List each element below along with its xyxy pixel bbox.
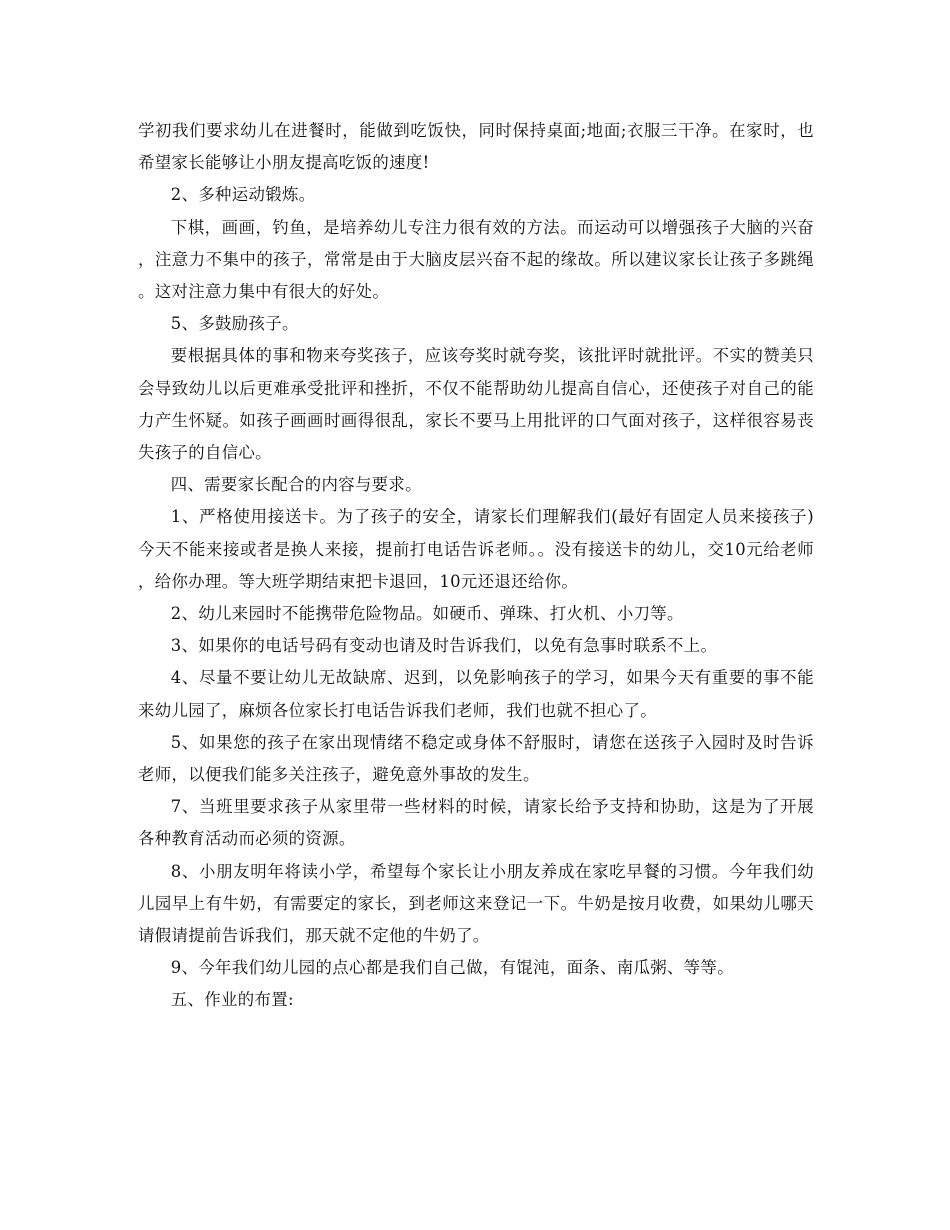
paragraph-11: 5、如果您的孩子在家出现情绪不稳定或身体不舒服时，请您在送孩子入园时及时告诉老师，以便我们能多关注孩子，避免意外事故的发生。 (138, 732, 814, 785)
paragraph-7: 1、严格使用接送卡。为了孩子的安全，请家长们理解我们(最好有固定人员来接孩子)今天不能来接或者是换人来接，提前打电话告诉老师。。没有接送卡的幼儿，交10元给老师，给你办理。等大班学期结束把卡退回，10元还退还给你。 (138, 507, 814, 591)
paragraph-4: 5、多鼓励孩子。 (170, 314, 299, 334)
document-body (138, 115, 814, 1017)
paragraph-3: 下棋，画画，钓鱼，是培养幼儿专注力很有效的方法。而运动可以增强孩子大脑的兴奋，注意力不集中的孩子，常常是由于大脑皮层兴奋不起的缘故。所以建议家长让孩子多跳绳。这对注意力集中有很大的好处。 (138, 217, 814, 302)
paragraph-14: 9、今年我们幼儿园的点心都是我们自己做，有馄沌，面条、南瓜粥、等等。 (170, 958, 735, 978)
section-heading-5: 五、作业的布置: (170, 990, 294, 1010)
paragraph-1: 学初我们要求幼儿在进餐时，能做到吃饭快，同时保持桌面;地面;衣服三干净。在家时，也希望家长能够让小朋友提高吃饭的速度! (138, 121, 814, 173)
paragraph-9: 3、如果你的电话号码有变动也请及时告诉我们，以免有急事时联系不上。 (170, 636, 718, 656)
paragraph-2: 2、多种运动锻炼。 (170, 185, 316, 205)
paragraph-10: 4、尽量不要让幼儿无故缺席、迟到，以免影响孩子的学习，如果今天有重要的事不能来幼儿园了，麻烦各位家长打电话告诉我们老师，我们也就不担心了。 (138, 668, 814, 720)
paragraph-8: 2、幼儿来园时不能携带危险物品。如硬币、弹珠、打火机、小刀等。 (170, 604, 684, 624)
paragraph-13: 8、小朋友明年将读小学，希望每个家长让小朋友养成在家吃早餐的习惯。今年我们幼儿园早上有牛奶，有需要定的家长，到老师这来登记一下。牛奶是按月收费，如果幼儿哪天请假请提前告诉我们，那天就不定他的牛奶了。 (138, 861, 814, 946)
section-heading-4: 四、需要家长配合的内容与要求。 (170, 475, 422, 495)
paragraph-5: 要根据具体的事和物来夸奖孩子，应该夸奖时就夸奖，该批评时就批评。不实的赞美只会导致幼儿以后更难承受批评和挫折，不仅不能帮助幼儿提高自信心，还使孩子对自己的能力产生怀疑。如孩子画画时画得很乱，家长不要马上用批评的口气面对孩子，这样很容易丧失孩子的自信心。 (138, 346, 814, 463)
paragraph-12: 7、当班里要求孩子从家里带一些材料的时候，请家长给予支持和协助，这是为了开展各种教育活动而必须的资源。 (138, 797, 814, 849)
